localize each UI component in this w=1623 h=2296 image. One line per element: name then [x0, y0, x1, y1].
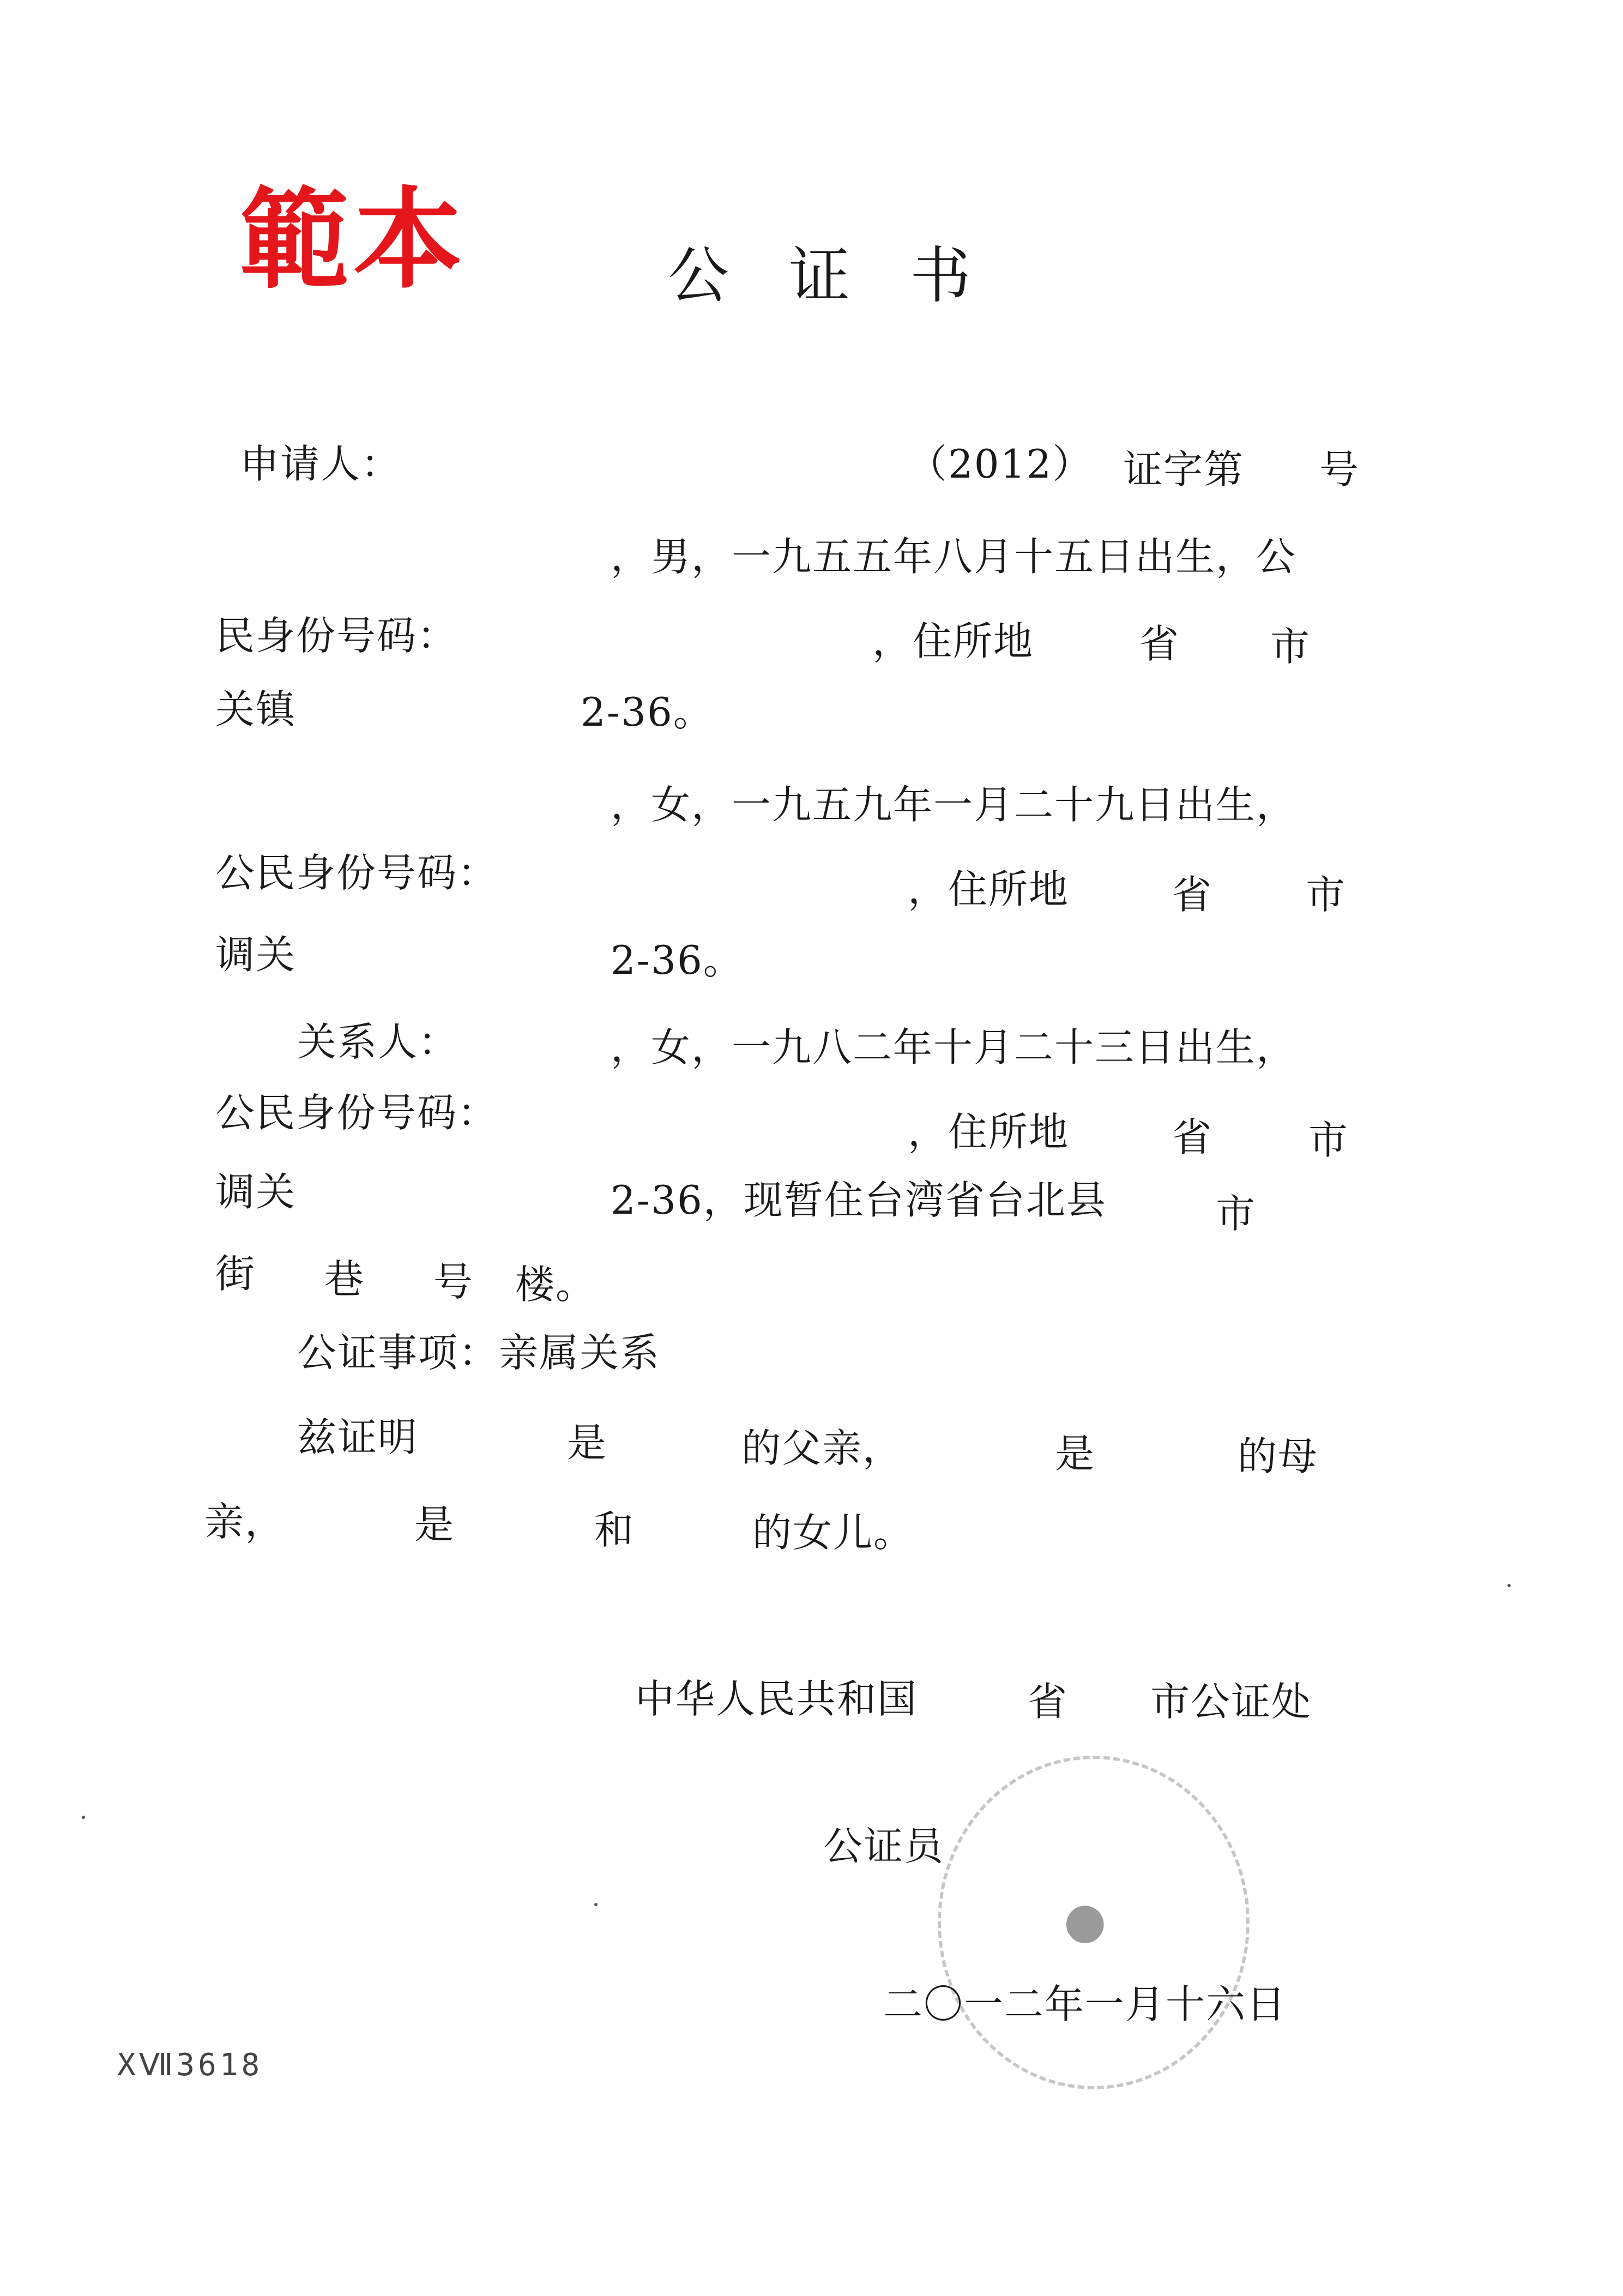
- notary-office-suffix: 市公证处: [1150, 1679, 1312, 1725]
- certify-mother-of: 的母: [1238, 1433, 1319, 1479]
- related-person-id-label: 公民身份号码：: [215, 1090, 498, 1136]
- document-title: 公证书: [668, 240, 1031, 311]
- related-person-taipei-city-label: 市: [1216, 1191, 1257, 1237]
- related-person-lane-label: 巷: [324, 1256, 365, 1302]
- certify-is-3: 是: [414, 1502, 455, 1547]
- mother-id-label: 公民身份号码：: [215, 850, 498, 896]
- father-city-label: 市: [1270, 624, 1311, 670]
- related-person-info-line-1: ，女，一九八二年十月二十三日出生，: [611, 1025, 1297, 1070]
- applicant-label: 申请人：: [240, 441, 402, 487]
- scan-speck: [82, 1816, 85, 1819]
- mother-info-line-1: ，女，一九五九年一月二十九日出生，: [611, 782, 1297, 828]
- father-id-label: 民身份号码：: [215, 613, 458, 659]
- mother-city-label: 市: [1306, 872, 1347, 918]
- notary-office-province: 省: [1028, 1679, 1069, 1725]
- mother-residence-label: ，住所地: [908, 866, 1070, 912]
- case-number-middle: 证字第: [1123, 447, 1245, 492]
- related-person-town-label: 调关: [215, 1169, 297, 1215]
- related-person-city-label: 市: [1308, 1117, 1349, 1163]
- seal-mark: ●: [1059, 1889, 1110, 1952]
- father-info-line-1: ，男，一九五五年八月十五日出生，公: [611, 534, 1297, 580]
- issue-date: 二〇一二年一月十六日: [883, 1981, 1287, 2027]
- document-serial: XⅦ3618: [117, 2047, 263, 2083]
- related-person-floor-label: 楼。: [515, 1262, 596, 1307]
- notary-label: 公证员: [823, 1823, 945, 1869]
- certify-is-1: 是: [567, 1420, 608, 1466]
- case-number-prefix: （2012）: [908, 441, 1093, 487]
- father-province-label: 省: [1139, 621, 1180, 667]
- father-town-label: 关镇: [215, 686, 297, 732]
- certify-father-of: 的父亲，: [741, 1425, 903, 1471]
- father-address-number: 2-36。: [581, 689, 714, 735]
- related-person-number-label: 号: [433, 1259, 474, 1305]
- certify-daughter-of: 的女儿。: [752, 1510, 914, 1556]
- notary-office-prefix: 中华人民共和国: [635, 1676, 918, 1722]
- related-person-address-line: 2-36，现暂住台湾省台北县: [611, 1177, 1107, 1223]
- mother-address-number: 2-36。: [611, 937, 744, 983]
- related-person-province-label: 省: [1172, 1114, 1213, 1160]
- scan-speck: [1507, 1584, 1511, 1587]
- mother-town-label: 调关: [215, 932, 297, 978]
- sample-watermark: 範本: [240, 176, 467, 304]
- certify-and: 和: [594, 1507, 635, 1553]
- related-person-street-label: 街: [215, 1251, 256, 1297]
- mother-province-label: 省: [1172, 872, 1213, 918]
- father-residence-label: ，住所地: [872, 618, 1034, 664]
- certify-label: 兹证明: [297, 1414, 419, 1460]
- scan-speck: [594, 1903, 598, 1906]
- related-person-label: 关系人：: [297, 1019, 459, 1065]
- certify-mother-suffix: 亲，: [204, 1499, 286, 1545]
- certify-is-2: 是: [1055, 1431, 1096, 1477]
- notarization-matter: 公证事项：亲属关系: [297, 1330, 661, 1376]
- case-number-suffix: 号: [1319, 447, 1360, 492]
- related-person-residence-label: ，住所地: [908, 1109, 1070, 1155]
